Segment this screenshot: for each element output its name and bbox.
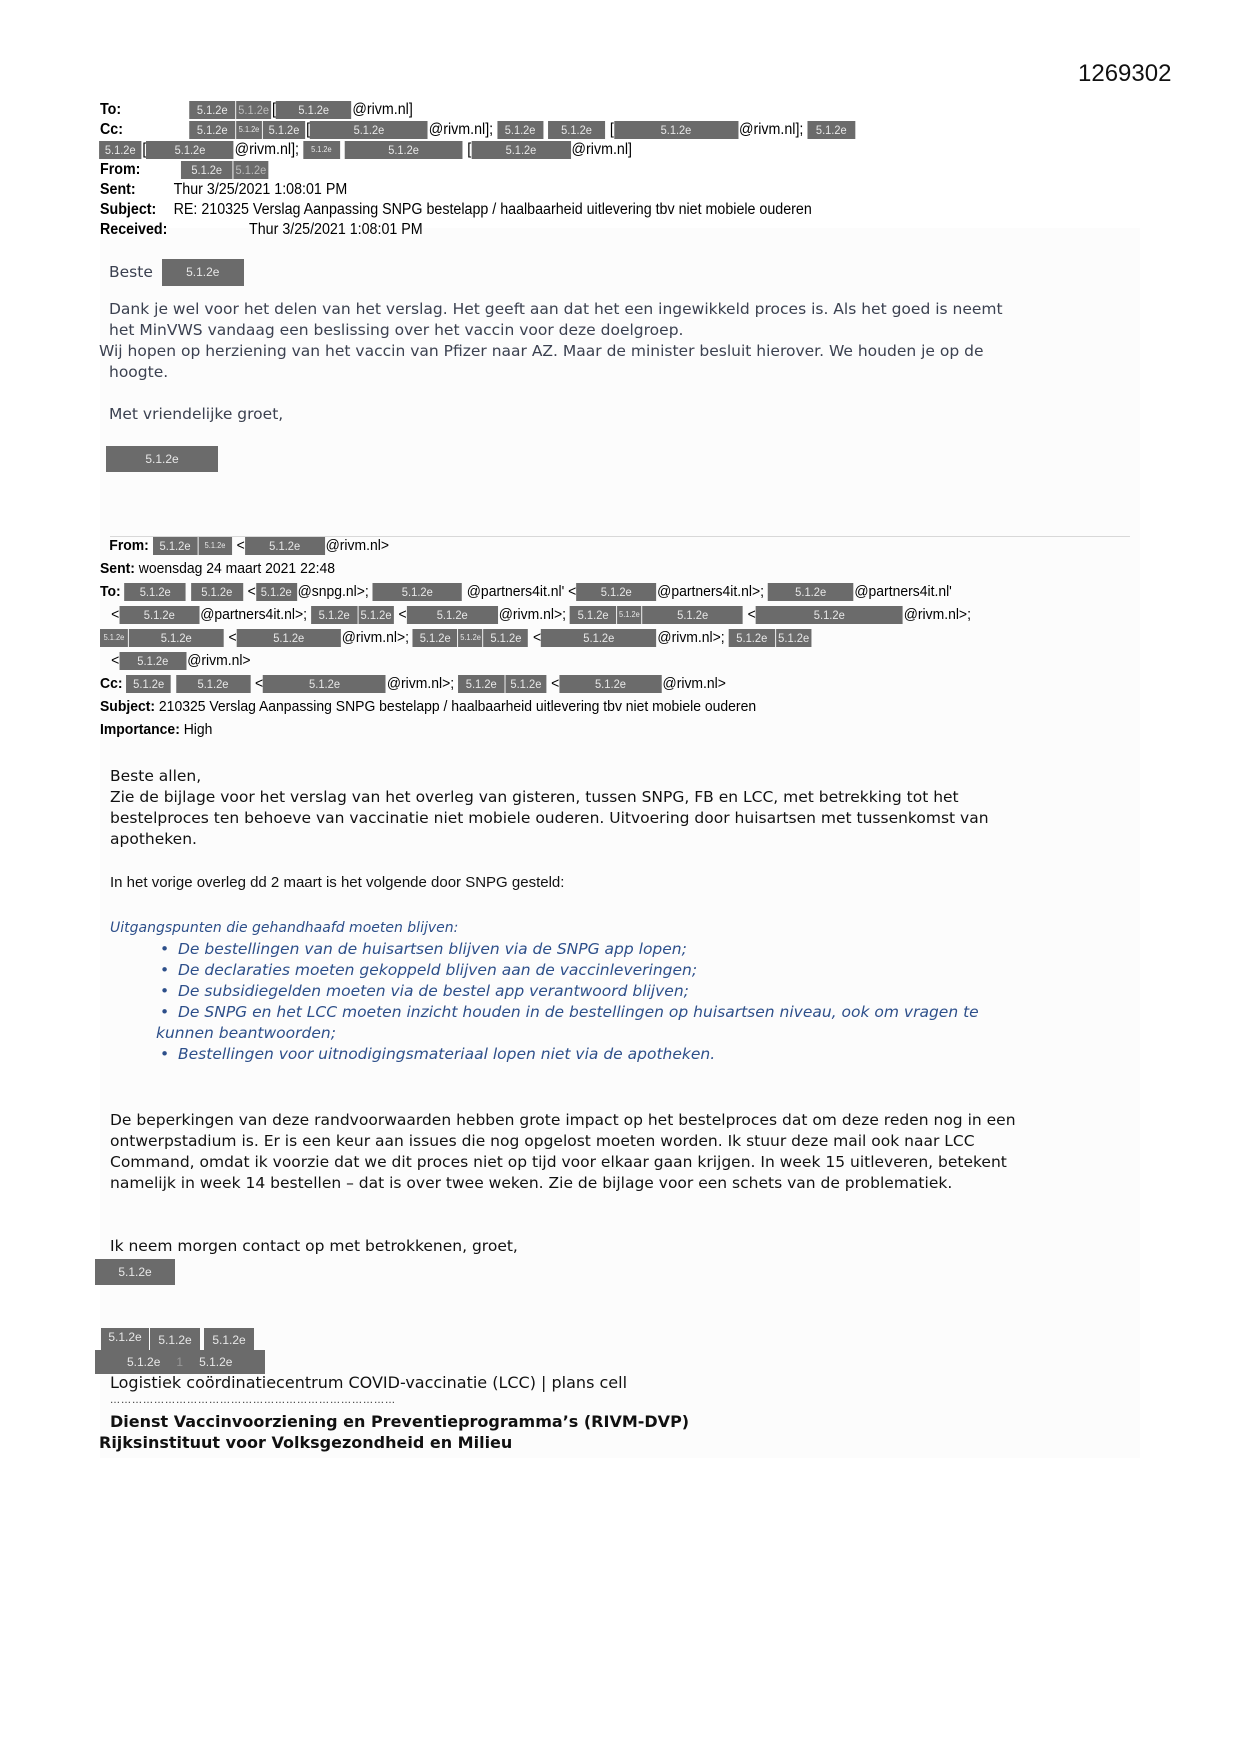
email-domain: @rivm.nl]: [352, 101, 413, 118]
redaction: 5.1.2e: [548, 121, 605, 139]
orig-from-row: From: 5.1.2e 5.1.2e < 5.1.2e @rivm.nl>: [109, 537, 390, 554]
redaction: 5.1.2e: [373, 583, 462, 601]
reply-line-2: het MinVWS vandaag een beslissing over het vaccin voor deze doelgroep.: [109, 321, 684, 339]
redaction: 5.1.2e: [311, 606, 358, 624]
reply-header: [100, 100, 1094, 240]
redaction: 5.1.2e: [126, 675, 171, 693]
redaction: 5.1.2e: [642, 606, 742, 624]
redaction: 5.1.2e: [541, 629, 656, 647]
redaction: 5.1.2e: [776, 629, 811, 647]
redaction: 5.1.2e: [576, 583, 656, 601]
orig-subject-value: 210325 Verslag Aanpassing SNPG bestelapp / haalbaarheid uitlevering tbv niet mobiele ouderen: [158, 698, 757, 715]
redaction: 5.1.2e: [189, 121, 235, 139]
orig-greeting: Beste allen,: [110, 767, 202, 785]
reply-closing: Met vriendelijke groet,: [109, 405, 284, 423]
redaction-signature: 5.1.2e: [95, 1259, 175, 1285]
signature-redactions: [101, 1328, 271, 1374]
redaction: 5.1.2e: [256, 583, 297, 601]
from-row: [100, 160, 1094, 180]
reply-greeting: Beste 5.1.2e: [109, 259, 245, 286]
to-label: To:: [100, 101, 122, 118]
redaction: 5.1.2e: [181, 161, 233, 179]
redaction: 5.1.2e: [458, 675, 505, 693]
orig-intro: In het vorige overleg dd 2 maart is het volgende door SNPG gesteld:: [110, 874, 565, 891]
signature-institute: Rijksinstituut voor Volksgezondheid en Milieu: [99, 1433, 513, 1452]
bullet-icon: •: [160, 1045, 170, 1063]
reply-line-4: hoogte.: [109, 363, 169, 381]
cc-label: Cc:: [100, 121, 123, 138]
redaction: 5.1.2e: [233, 161, 268, 179]
redaction: 5.1.2e: [559, 675, 661, 693]
orig-to-row-4: < 5.1.2e @rivm.nl>: [111, 652, 251, 669]
redaction: 5.1.2e: [263, 121, 305, 139]
orig-p2-line4: namelijk in week 14 bestellen – dat is over twee weken. Zie de bijlage voor een schets van de problematiek.: [110, 1174, 953, 1192]
email-domain: @rivm.nl];: [234, 141, 300, 158]
redaction: 5.1.2e: [729, 629, 776, 647]
list-item: • De declaraties moeten gekoppeld blijven aan de vaccinleveringen;: [160, 960, 697, 982]
list-item: • Bestellingen voor uitnodigingsmateriaal lopen niet via de apotheken.: [160, 1044, 715, 1066]
redaction: 5.1.2e: [768, 583, 854, 601]
redaction: 5.1.2e: [101, 1328, 149, 1350]
redaction: 5.1.2e: [245, 537, 325, 555]
redaction: 5.1.2e: [146, 141, 233, 159]
orig-p1-line3: apotheken.: [110, 830, 197, 848]
bullet-icon: •: [160, 1003, 170, 1021]
orig-closing: Ik neem morgen contact op met betrokkenen, groet,: [110, 1237, 518, 1255]
redaction: 5.1.2e: [119, 652, 186, 670]
redaction: 5.1.2e: [129, 629, 224, 647]
redaction-line: 5.1.2e 1 5.1.2e: [95, 1350, 265, 1374]
redaction: 5.1.2e: [614, 121, 738, 139]
orig-subject-row: Subject: 210325 Verslag Aanpassing SNPG bestelapp / haalbaarheid uitlevering tbv niet mobiele ouderen: [100, 698, 757, 715]
list-item: • De bestellingen van de huisartsen blijven via de SNPG app lopen;: [160, 939, 687, 961]
redaction: 5.1.2e: [807, 121, 855, 139]
list-item: • De subsidiegelden moeten via de bestel app verantwoord blijven;: [160, 981, 689, 1003]
redaction: 5.1.2e: [617, 606, 641, 624]
redaction: 5.1.2e: [310, 121, 428, 139]
redaction: 5.1.2e: [471, 141, 570, 159]
signature-unit: Logistiek coördinatiecentrum COVID-vaccinatie (LCC) | plans cell: [110, 1373, 628, 1392]
received-label: Received:: [100, 221, 168, 238]
redaction: 5.1.2e: [458, 629, 482, 647]
bullet-icon: •: [160, 940, 170, 958]
orig-importance-row: Importance: High: [100, 721, 213, 738]
orig-p1-line1: Zie de bijlage voor het verslag van het overleg van gisteren, tussen SNPG, FB en LCC, met betrekking tot het: [110, 788, 959, 806]
orig-to-row-2: < 5.1.2e @partners4it.nl>; 5.1.2e 5.1.2e < 5.1.2e @rivm.nl>; 5.1.2e 5.1.2e 5.1.2e < 5.1.2e @rivm.nl>;: [111, 606, 971, 623]
orig-to-row: To: 5.1.2e 5.1.2e < 5.1.2e @snpg.nl>; 5.1.2e @partners4it.nl' < 5.1.2e @partners4it.nl>; 5.1.2e @partners4it.nl': [100, 583, 952, 600]
redaction: 5.1.2e: [276, 101, 351, 119]
redaction: 5.1.2e: [162, 259, 244, 286]
orig-to-row-3: 5.1.2e 5.1.2e < 5.1.2e @rivm.nl>; 5.1.2e 5.1.2e 5.1.2e < 5.1.2e @rivm.nl>; 5.1.2e 5.1.2e: [100, 626, 1142, 649]
email-domain: @rivm.nl];: [738, 121, 804, 138]
redaction: 5.1.2e: [407, 606, 498, 624]
email-domain: @rivm.nl];: [428, 121, 494, 138]
redaction: 5.1.2e: [236, 101, 271, 119]
subject-label: Subject:: [100, 201, 157, 218]
reply-line-3: Wij hopen op herziening van het vaccin van Pfizer naar AZ. Maar de minister besluit hierover. We houden je op de: [99, 342, 984, 360]
sent-value: Thur 3/25/2021 1:08:01 PM: [173, 181, 348, 198]
redaction: 5.1.2e: [176, 675, 250, 693]
redaction: 5.1.2e: [345, 141, 463, 159]
bullet-icon: •: [160, 982, 170, 1000]
received-value: Thur 3/25/2021 1:08:01 PM: [249, 221, 423, 238]
orig-p1-line2: bestelproces ten behoeve van vaccinatie niet mobiele ouderen. Uitvoering door huisartsen met tussenkomst van: [110, 809, 989, 827]
redaction-signature: 5.1.2e: [106, 446, 218, 472]
redaction: 5.1.2e: [150, 1328, 200, 1350]
email-domain: @rivm.nl]: [571, 141, 632, 158]
from-label: From:: [100, 161, 141, 178]
reply-line-1: Dank je wel voor het delen van het verslag. Het geeft aan dat het een ingewikkeld proces is. Als het goed is neemt: [109, 300, 1003, 318]
cc-row-continued: 5.1.2e [ 5.1.2e @rivm.nl]; 5.1.2e 5.1.2e [ 5.1.2e @rivm.nl]: [99, 140, 1094, 160]
orig-cc-row: Cc: 5.1.2e 5.1.2e < 5.1.2e @rivm.nl>; 5.1.2e 5.1.2e < 5.1.2e @rivm.nl>: [100, 675, 726, 692]
redaction: 5.1.2e: [263, 675, 386, 693]
sent-label: Sent:: [100, 181, 136, 198]
redaction: 5.1.2e: [756, 606, 903, 624]
redaction: 5.1.2e: [303, 141, 340, 159]
orig-p2-line3: Command, omdat ik voorzie dat we dit proces niet op tijd voor elkaar gaan krijgen. In week 15 uitleveren, betekent: [110, 1153, 1007, 1171]
redaction: 5.1.2e: [189, 101, 235, 119]
subject-row: [100, 200, 1094, 220]
importance-value: High: [183, 721, 213, 738]
list-title: Uitgangspunten die gehandhaafd moeten blijven:: [110, 920, 459, 936]
orig-p2-line1: De beperkingen van deze randvoorwaarden hebben grote impact op het bestelproces dat om deze reden nog in een: [110, 1111, 1016, 1129]
redaction: 5.1.2e: [198, 537, 231, 555]
redaction: 5.1.2e: [570, 606, 617, 624]
redaction: 5.1.2e: [358, 606, 393, 624]
bullet-icon: •: [160, 961, 170, 979]
to-row: To: 5.1.2e 5.1.2e [ 5.1.2e @rivm.nl]: [100, 101, 413, 118]
redaction: 5.1.2e: [204, 1328, 254, 1350]
received-row: [100, 220, 1094, 240]
redaction: 5.1.2e: [99, 141, 141, 159]
redaction: 5.1.2e: [236, 121, 262, 139]
redaction: 5.1.2e: [100, 629, 128, 647]
redaction: 5.1.2e: [237, 629, 341, 647]
cc-row: Cc: 5.1.2e 5.1.2e 5.1.2e [ 5.1.2e @rivm.nl]; 5.1.2e 5.1.2e [ 5.1.2e @rivm.nl]; 5.1.2e: [100, 120, 1094, 140]
signature-department: Dienst Vaccinvoorziening en Preventieprogramma’s (RIVM-DVP): [110, 1412, 690, 1431]
original-header: [100, 534, 1142, 741]
redaction: 5.1.2e: [505, 675, 546, 693]
redaction: 5.1.2e: [119, 606, 199, 624]
sent-row: [100, 180, 1094, 200]
redaction: 5.1.2e: [484, 629, 529, 647]
redaction: 5.1.2e: [413, 629, 458, 647]
list-item: • De SNPG en het LCC moeten inzicht houden in de bestellingen op huisartsen niveau, ook om vragen te: [160, 1002, 979, 1024]
orig-p2-line2: ontwerpstadium is. Er is een keur aan issues die nog opgelost moeten worden. Ik stuur deze mail ook naar LCC: [110, 1132, 975, 1150]
page-number: 1269302: [1078, 60, 1172, 87]
subject-value: RE: 210325 Verslag Aanpassing SNPG bestelapp / haalbaarheid uitlevering tbv niet mobiele ouderen: [173, 201, 812, 218]
list-item-continued: kunnen beantwoorden;: [156, 1024, 336, 1042]
orig-sent-row: Sent: woensdag 24 maart 2021 22:48: [100, 560, 335, 577]
redaction: 5.1.2e: [191, 583, 243, 601]
redaction: 5.1.2e: [497, 121, 543, 139]
orig-sent-value: woensdag 24 maart 2021 22:48: [138, 560, 335, 577]
redaction: 5.1.2e: [153, 537, 198, 555]
signature-dots: ……………………………………………………………………: [110, 1395, 396, 1406]
redaction: 5.1.2e: [125, 583, 186, 601]
